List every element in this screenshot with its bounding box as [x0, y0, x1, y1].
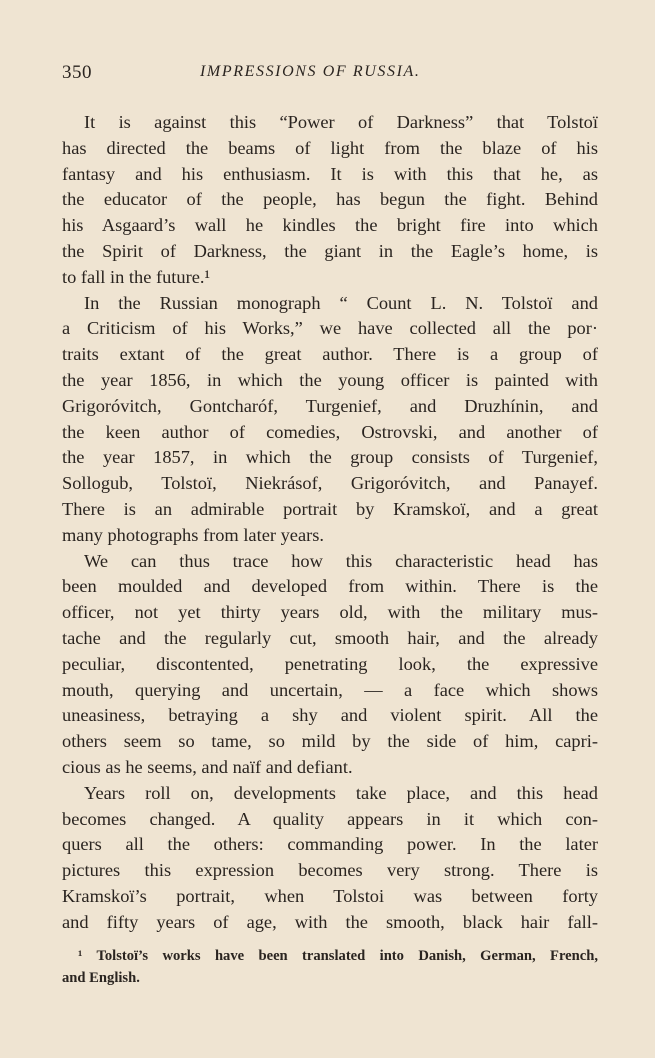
text-line: Sollogub, Tolstoï, Niekrásof, Grigoróvitch, and Panayef.	[62, 473, 598, 494]
text-line: officer, not yet thirty years old, with the military mus-	[62, 602, 598, 623]
text-line: It is against this “Power of Darkness” that Tolstoï	[84, 112, 598, 132]
text-line: the year 1856, in which the young officer is painted with	[62, 369, 598, 390]
text-line: tache and the regularly cut, smooth hair, and the already	[62, 627, 598, 648]
page-header	[62, 62, 598, 86]
text-line: the year 1857, in which the group consists of Turgenief,	[62, 447, 598, 468]
text-line: to fall in the future.¹	[62, 266, 210, 287]
text-line: Years roll on, developments take place, and this head	[84, 782, 598, 803]
text-line: There is an admirable portrait by Kramskoï, and a great	[62, 498, 598, 519]
footnote-line: and English.	[62, 970, 140, 986]
text-line: becomes changed. A quality appears in it which con-	[62, 808, 598, 829]
text-line: traits extant of the great author. There is a group of	[62, 344, 598, 365]
page-number: 350	[62, 62, 92, 83]
text-line: fantasy and his enthusiasm. It is with this that he, as	[62, 163, 598, 184]
running-title: IMPRESSIONS OF RUSSIA.	[200, 63, 421, 80]
text-line: a Criticism of his Works,” we have collected all the por·	[62, 318, 598, 339]
text-line: has directed the beams of light from the blaze of his	[62, 137, 598, 158]
text-line: the educator of the people, has begun the fight. Behind	[62, 189, 598, 210]
text-line: the Spirit of Darkness, the giant in the Eagle’s home, is	[62, 240, 598, 261]
text-line: Grigoróvitch, Gontcharóf, Turgenief, and Druzhínin, and	[62, 395, 598, 416]
text-line: and fifty years of age, with the smooth, black hair fall-	[62, 911, 598, 932]
text-line: the keen author of comedies, Ostrovski, and another of	[62, 421, 598, 442]
text-line: uneasiness, betraying a shy and violent spirit. All the	[62, 705, 598, 726]
text-line: others seem so tame, so mild by the side of him, capri-	[62, 731, 598, 752]
text-line: Kramskoï’s portrait, when Tolstoi was between forty	[62, 885, 598, 906]
text-line: his Asgaard’s wall he kindles the bright fire into which	[62, 215, 598, 236]
text-line: mouth, querying and uncertain, — a face which shows	[62, 679, 598, 700]
text-line: quers all the others: commanding power. In the later	[62, 834, 598, 855]
footnote	[62, 945, 598, 989]
text-line: many photographs from later years.	[62, 524, 324, 545]
body-text	[62, 110, 598, 936]
text-line: cious as he seems, and naïf and defiant.	[62, 756, 353, 777]
footnote-line: ¹ Tolstoï’s works have been translated into Danish, German, French,	[78, 948, 598, 964]
text-line: peculiar, discontented, penetrating look, the expressive	[62, 653, 598, 674]
text-line: pictures this expression becomes very strong. There is	[62, 860, 598, 881]
text-line: been moulded and developed from within. There is the	[62, 576, 598, 597]
text-line: In the Russian monograph “ Count L. N. Tolstoï and	[84, 292, 598, 313]
text-line: We can thus trace how this characteristic head has	[84, 550, 598, 571]
